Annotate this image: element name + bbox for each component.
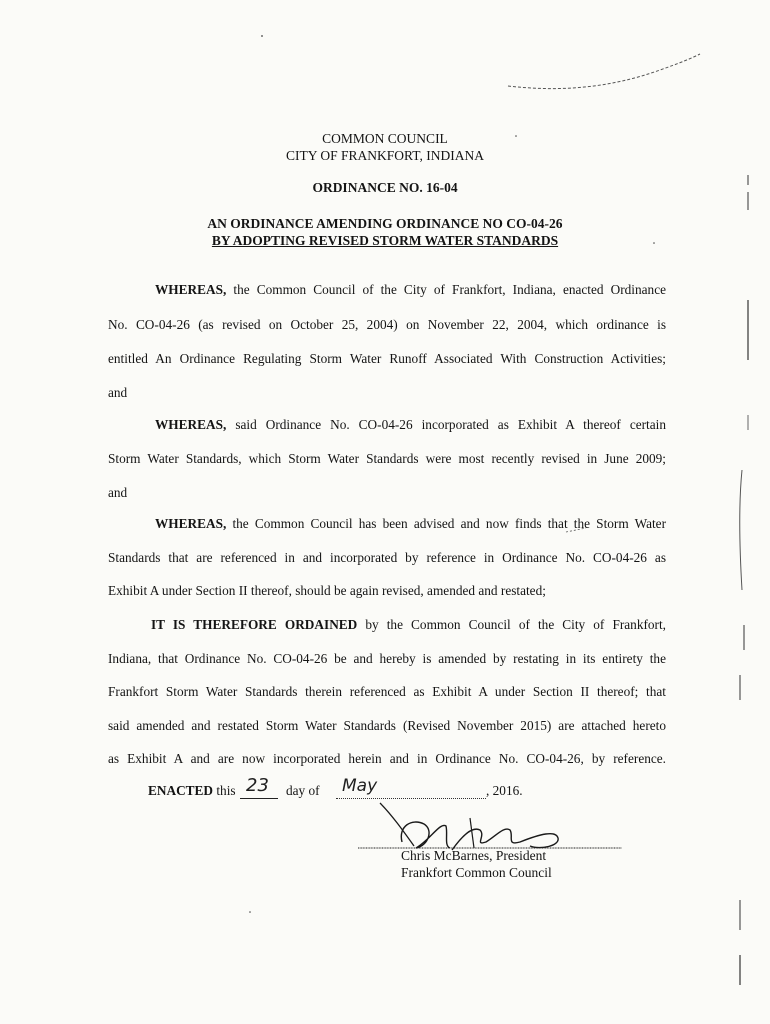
paragraph-3-line: Standards that are referenced in and incorporated by reference in Ordinance No. CO-04-26 as	[108, 550, 666, 565]
council-heading: COMMON COUNCIL	[322, 131, 448, 146]
ordinance-number: ORDINANCE NO. 16-04	[312, 180, 458, 195]
signer-name: Chris McBarnes, President	[401, 848, 547, 863]
paragraph-3-line: WHEREAS, the Common Council has been advised and now finds that the Storm Water	[155, 516, 666, 531]
paragraph-1-line: entitled An Ordinance Regulating Storm Water Runoff Associated With Construction Activities;	[108, 351, 666, 366]
paragraph-2-line: and	[108, 485, 128, 500]
signer-title: Frankfort Common Council	[401, 865, 552, 880]
paragraph-2-line: WHEREAS, said Ordinance No. CO-04-26 incorporated as Exhibit A thereof certain	[155, 417, 666, 432]
paragraph-1-line: WHEREAS, the Common Council of the City of Frankfort, Indiana, enacted Ordinance	[155, 282, 666, 297]
whereas-label: WHEREAS,	[155, 516, 227, 531]
enacted-year: , 2016.	[486, 783, 523, 798]
paragraph-2-line: Storm Water Standards, which Storm Water Standards were most recently revised in June 2009;	[108, 451, 666, 466]
whereas-label: WHEREAS,	[155, 417, 227, 432]
whereas-label: WHEREAS,	[155, 282, 227, 297]
ordinance-title-line-1: AN ORDINANCE AMENDING ORDINANCE NO CO-04-26	[207, 216, 563, 231]
ordinance-title-line-2: BY ADOPTING REVISED STORM WATER STANDARDS	[211, 233, 559, 248]
enacted-label: ENACTED this	[148, 783, 236, 798]
enacted-month-handwritten: May	[342, 776, 378, 796]
city-heading: CITY OF FRANKFORT, INDIANA	[286, 148, 484, 163]
paragraph-4-line: said amended and restated Storm Water Standards (Revised November 2015) are attached hereto	[108, 718, 666, 733]
paragraph-4-line: as Exhibit A and are now incorporated herein and in Ordinance No. CO-04-26, by reference.	[108, 751, 666, 766]
paragraph-3-line: Exhibit A under Section II thereof, should be again revised, amended and restated;	[108, 583, 546, 598]
paragraph-1-line: and	[108, 385, 128, 400]
paragraph-4-line: Frankfort Storm Water Standards therein referenced as Exhibit A under Section II thereof; that	[108, 684, 666, 699]
enacted-day-of: day of	[286, 783, 320, 798]
enacted-day-handwritten: 23	[246, 775, 269, 796]
ordained-label: IT IS THEREFORE ORDAINED	[151, 617, 358, 632]
paragraph-4-line: Indiana, that Ordinance No. CO-04-26 be and hereby is amended by restating in its entirety the	[108, 651, 666, 666]
paragraph-4-line: IT IS THEREFORE ORDAINED by the Common Council of the City of Frankfort,	[151, 617, 666, 632]
paragraph-1-line: No. CO-04-26 (as revised on October 25, 2004) on November 22, 2004, which ordinance is	[108, 317, 666, 332]
